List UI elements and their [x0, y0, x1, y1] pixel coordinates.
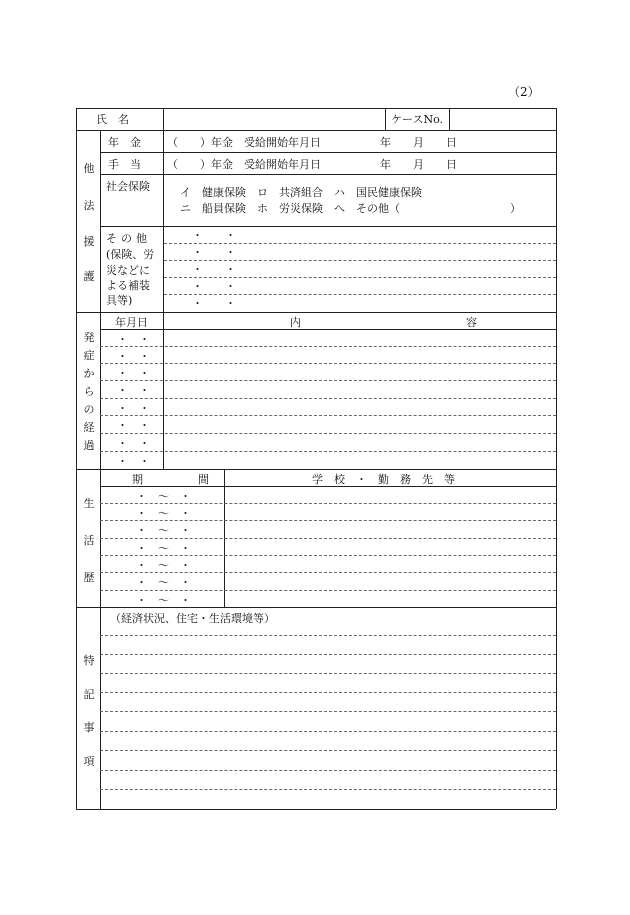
teate-date: 年 月 日	[380, 158, 457, 171]
course-date-7: ・ ・	[117, 437, 150, 450]
course-side-divider	[100, 312, 101, 469]
other-law-side-2: 法	[83, 199, 95, 212]
course-content-header: 内 容	[290, 316, 477, 329]
life-line-4	[100, 555, 556, 556]
course-line-1	[100, 346, 556, 347]
teate-bottom	[100, 174, 556, 175]
sonota-dot-2: ・ ・	[192, 246, 236, 259]
other-law-side-1: 他	[83, 162, 95, 175]
notes-line-7	[100, 750, 556, 751]
name-field-divider	[385, 108, 386, 130]
sonota-line-1	[164, 243, 556, 244]
nenkin-date: 年 月 日	[380, 136, 457, 149]
shakai-label: 社会保険	[106, 180, 150, 193]
course-side-7: 過	[83, 439, 95, 452]
nenkin-label: 年 金	[108, 136, 141, 149]
life-line-1	[100, 503, 556, 504]
sonota-line-2	[164, 260, 556, 261]
life-period-1: ・ 〜 ・	[136, 490, 191, 503]
notes-line-3	[100, 673, 556, 674]
teate-text: （ ）年金 受給開始年月日	[167, 158, 321, 171]
notes-line-5	[100, 711, 556, 712]
life-period-7: ・ 〜 ・	[136, 594, 191, 607]
course-line-7	[100, 451, 556, 452]
course-date-8: ・ ・	[117, 455, 150, 468]
sonota-line-3	[164, 277, 556, 278]
other-law-side-divider	[100, 130, 101, 312]
nenkin-text: （ ）年金 受給開始年月日	[167, 136, 321, 149]
life-period-header: 期 間	[132, 473, 209, 486]
life-line-5	[100, 572, 556, 573]
course-line-2	[100, 363, 556, 364]
notes-line-9	[100, 789, 556, 790]
sonota-label-5: 具等)	[106, 294, 133, 307]
course-header-bottom	[100, 329, 556, 330]
course-date-1: ・ ・	[117, 333, 150, 346]
notes-side-3: 事	[83, 721, 95, 734]
sonota-dot-4: ・ ・	[192, 280, 236, 293]
course-date-header: 年月日	[115, 316, 148, 329]
sonota-label-1: その他	[106, 232, 151, 245]
life-line-6	[100, 590, 556, 591]
other-law-side-4: 護	[83, 270, 95, 283]
notes-line-1	[100, 635, 556, 636]
course-date-4: ・ ・	[117, 384, 150, 397]
notes-side-divider	[100, 607, 101, 809]
course-line-4	[100, 398, 556, 399]
course-line-6	[100, 433, 556, 434]
life-line-2	[100, 520, 556, 521]
notes-line-6	[100, 731, 556, 732]
life-period-6: ・ 〜 ・	[136, 576, 191, 589]
sonota-dot-5: ・ ・	[192, 297, 236, 310]
page-number: （2）	[508, 85, 540, 99]
header-bottom	[76, 130, 556, 131]
notes-line-2	[100, 654, 556, 655]
course-side-6: 経	[83, 421, 95, 434]
life-side-1: 生	[83, 497, 95, 510]
life-period-4: ・ 〜 ・	[136, 542, 191, 555]
course-date-5: ・ ・	[117, 402, 150, 415]
name-label: 氏 名	[96, 113, 129, 126]
course-line-5	[100, 415, 556, 416]
insurance-line-1: イ 健康保険 ロ 共済組合 ハ 国民健康保険	[180, 186, 422, 199]
sonota-dot-1: ・ ・	[192, 229, 236, 242]
sonota-label-3: 災などに	[106, 264, 150, 277]
teate-label: 手 当	[108, 158, 141, 171]
course-date-3: ・ ・	[117, 367, 150, 380]
frame-left	[76, 108, 77, 809]
course-side-1: 発	[83, 331, 95, 344]
sonota-label-4: よる補装	[106, 279, 150, 292]
frame-right	[556, 108, 557, 809]
life-bottom	[76, 607, 556, 608]
course-bottom	[76, 469, 556, 470]
course-line-3	[100, 380, 556, 381]
notes-side-4: 項	[83, 755, 95, 768]
life-side-2: 活	[83, 534, 95, 547]
course-side-5: の	[83, 403, 95, 416]
sonota-line-4	[164, 294, 556, 295]
frame-bottom	[76, 809, 556, 810]
sonota-dot-3: ・ ・	[192, 263, 236, 276]
course-side-3: か	[83, 367, 95, 380]
course-date-6: ・ ・	[117, 419, 150, 432]
shakai-bottom	[100, 226, 556, 227]
insurance-line-2: ニ 船員保険 ホ 労災保険 へ その他（ ）	[180, 202, 521, 215]
life-period-2: ・ 〜 ・	[136, 507, 191, 520]
notes-line-4	[100, 692, 556, 693]
course-side-4: ら	[83, 385, 95, 398]
other-law-side-3: 援	[83, 235, 95, 248]
course-side-2: 症	[83, 349, 95, 362]
course-date-2: ・ ・	[117, 350, 150, 363]
notes-hint: （経済状況、住宅・生活環境等）	[110, 612, 275, 625]
name-field[interactable]	[164, 109, 385, 129]
case-label: ケースNo.	[391, 113, 444, 126]
course-date-divider	[163, 312, 164, 469]
life-line-3	[100, 538, 556, 539]
life-side-3: 歴	[83, 571, 95, 584]
notes-line-8	[100, 770, 556, 771]
notes-side-1: 特	[83, 654, 95, 667]
life-header-bottom	[100, 486, 556, 487]
life-period-3: ・ 〜 ・	[136, 524, 191, 537]
notes-side-2: 記	[83, 688, 95, 701]
life-period-5: ・ 〜 ・	[136, 559, 191, 572]
other-law-bottom	[76, 312, 556, 313]
nenkin-bottom	[100, 152, 556, 153]
life-school-header: 学 校 ・ 勤 務 先 等	[312, 473, 455, 486]
inner-label-divider	[163, 130, 164, 312]
case-number-field[interactable]	[450, 109, 555, 129]
sonota-label-2: (保険、労	[106, 248, 155, 261]
